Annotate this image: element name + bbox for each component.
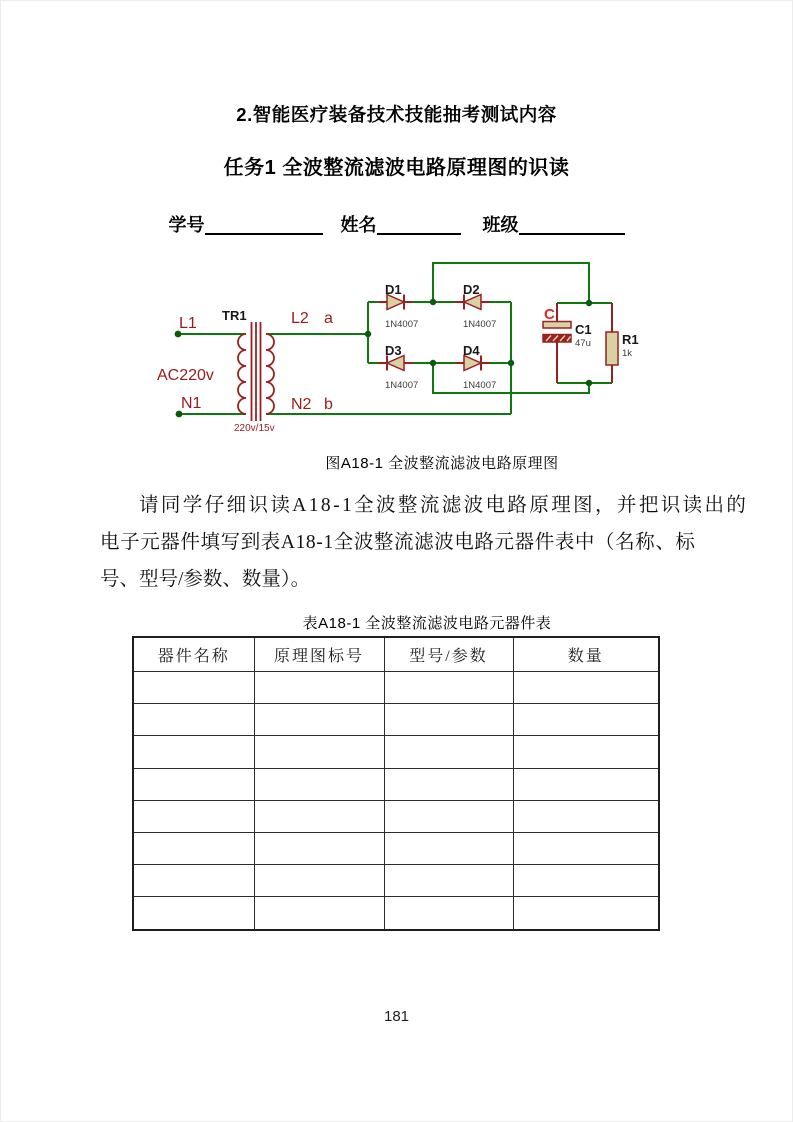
parts-table-empty-cell [133,768,254,800]
transformer-tr1 [238,322,274,421]
student-class-label: 班级 [482,215,519,235]
label-r1-value: 1k [622,348,633,359]
secondary-winding [266,334,274,414]
label-d1: D1 [385,282,402,297]
parts-table-empty-cell [384,768,513,800]
label-l1: L1 [179,315,197,332]
parts-table-empty-cell [133,736,254,768]
parts-table-empty-cell [254,736,384,768]
task-title: 任务1 全波整流滤波电路原理图的识读 [223,157,570,179]
label-d4-part: 1N4007 [463,380,497,391]
label-n1: N1 [181,395,202,412]
parts-table-empty-row [133,704,659,736]
label-tr1: TR1 [222,308,247,323]
student-info-line [0,211,793,237]
label-d2: D2 [463,282,480,297]
label-c1: C1 [575,322,592,337]
parts-table-empty-row [133,768,659,800]
parts-table-empty-cell [254,832,384,864]
parts-table-empty-cell [513,768,659,800]
parts-table-empty-cell [254,768,384,800]
parts-table-empty-cell [384,704,513,736]
label-c1-value: 47u [575,338,591,349]
student-name-label: 姓名 [340,215,377,235]
parts-table-empty-row [133,832,659,864]
label-d1-part: 1N4007 [385,319,419,330]
figure-caption: 图A18-1 全波整流滤波电路原理图 [325,455,559,472]
parts-table-empty-cell [254,800,384,832]
parts-table-empty-cell [133,832,254,864]
parts-table-empty-cell [513,832,659,864]
parts-table-empty-cell [133,672,254,704]
header-model-params: 型号/参数 [384,637,513,672]
parts-table-empty-cell [513,800,659,832]
parts-table-empty-cell [384,736,513,768]
primary-winding [238,334,246,414]
parts-table-empty-cell [384,800,513,832]
parts-table-empty-cell [513,736,659,768]
parts-table [132,636,660,931]
student-class-blank [519,219,625,235]
parts-table-empty-cell [254,672,384,704]
page-number: 181 [383,1008,410,1025]
instructions-line: 请同学仔细识读A18-1全波整流滤波电路原理图，并把识读出的 [139,495,749,516]
parts-table-empty-row [133,736,659,768]
student-name-blank [377,219,461,235]
parts-table-empty-cell [133,704,254,736]
parts-table-empty-cell [513,704,659,736]
parts-table-empty-cell [133,897,254,930]
parts-table-empty-cell [384,865,513,897]
label-r1: R1 [622,332,639,347]
instructions-line: 号、型号/参数、数量）。 [100,569,311,590]
parts-table-empty-cell [254,865,384,897]
label-d4: D4 [463,343,480,358]
parts-table-empty-cell [133,800,254,832]
parts-table-empty-cell [254,704,384,736]
label-ratio: 220v/15v [234,423,275,434]
label-d2-part: 1N4007 [463,319,497,330]
parts-table-empty-cell [513,865,659,897]
parts-table-header-row [133,637,659,672]
label-l2: L2 [291,310,309,327]
label-d3: D3 [385,343,402,358]
circuit-schematic [140,250,680,445]
parts-table-empty-cell [384,832,513,864]
parts-table-empty-cell [384,672,513,704]
resistor-r1 [606,303,618,383]
instructions-line: 电子元器件填写到表A18-1全波整流滤波电路元器件表中（名称、标 [100,532,696,553]
header-quantity: 数量 [513,637,659,672]
label-n2: N2 [291,396,312,413]
parts-table-empty-cell [254,897,384,930]
label-c-net: C [544,306,555,323]
label-ac220v: AC220v [157,367,214,384]
parts-table-empty-row [133,897,659,930]
instructions-paragraph [100,487,749,598]
parts-table-empty-row [133,800,659,832]
header-schematic-ref: 原理图标号 [254,637,384,672]
label-d3-part: 1N4007 [385,380,419,391]
label-a: a [324,310,333,327]
parts-table-empty-row [133,865,659,897]
label-b: b [324,396,333,413]
parts-table-body [133,672,659,930]
header-component-name: 器件名称 [133,637,254,672]
parts-table-empty-cell [384,897,513,930]
parts-table-empty-row [133,672,659,704]
document-title: 2.智能医疗装备技术技能抽考测试内容 [236,104,557,125]
student-id-label: 学号 [168,215,205,235]
parts-table-empty-cell [133,865,254,897]
table-title: 表A18-1 全波整流滤波电路元器件表 [302,615,552,632]
parts-table-empty-cell [513,672,659,704]
parts-table-empty-cell [513,897,659,930]
student-id-blank [205,219,323,235]
